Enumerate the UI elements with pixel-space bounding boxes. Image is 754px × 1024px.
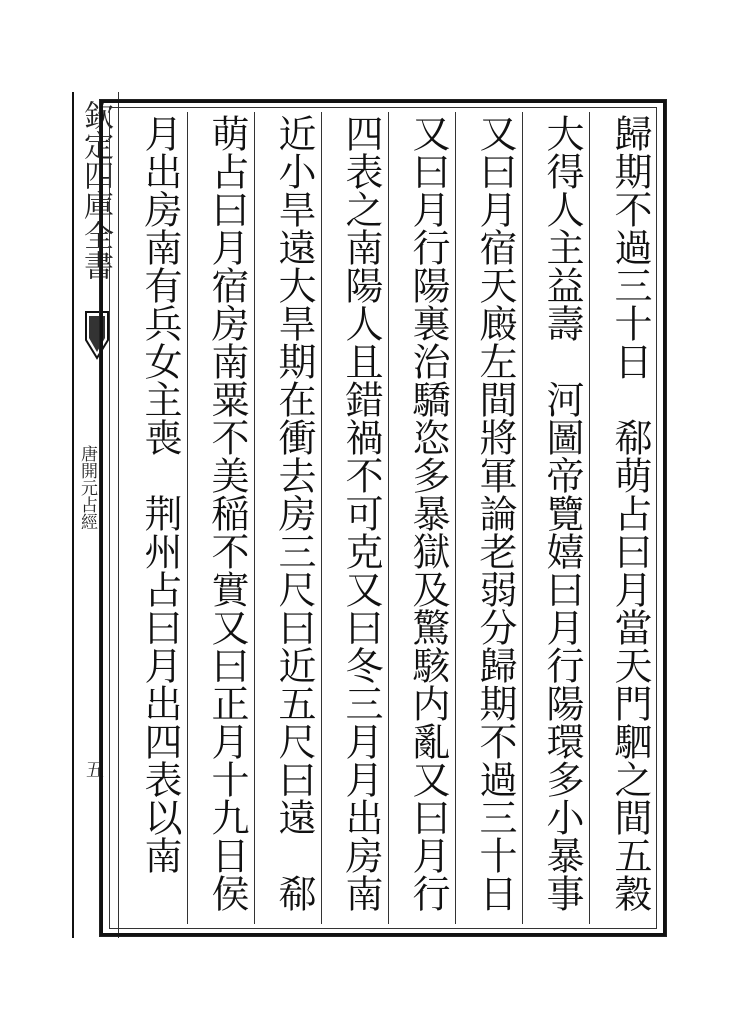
text-column-2: 大得人主益壽 河圖帝覽嬉曰月行陽環多小暴事 — [540, 114, 584, 912]
column-rule — [388, 112, 389, 924]
text-column-1: 歸期不過三十日 郗萌占曰月當天門駟之間五穀 — [608, 114, 652, 912]
column-rule — [455, 112, 456, 924]
text-column-6: 近小旱遠大旱期在衝去房三尺曰近五尺曰遠 郗 — [272, 114, 316, 912]
text-column-4: 又曰月行陽裏治驕恣多暴獄及驚駭内亂又曰月行 — [406, 114, 450, 912]
column-rule — [187, 112, 188, 924]
column-rule — [254, 112, 255, 924]
column-rule — [589, 112, 590, 924]
spine-title: 欽定四庫全書 — [78, 100, 113, 280]
text-frame — [100, 100, 666, 936]
page-number: 五 — [83, 760, 104, 778]
column-rule — [522, 112, 523, 924]
text-column-5: 四表之南陽人且錯禍不可克又曰冬三月月出房南 — [339, 114, 383, 912]
text-column-8: 月出房南有兵女主喪 荆州占曰月出四表以南 — [138, 114, 182, 874]
column-rule — [321, 112, 322, 924]
text-column-7: 萌占曰月宿房南粟不美稲不實又曰正月十九日侯 — [205, 114, 249, 912]
text-column-3: 又曰月宿天廄左間將軍論老弱分歸期不過三十日 — [473, 114, 517, 912]
text-frame-inner — [109, 107, 657, 929]
book-title-label: 唐開元占經 — [77, 445, 97, 530]
